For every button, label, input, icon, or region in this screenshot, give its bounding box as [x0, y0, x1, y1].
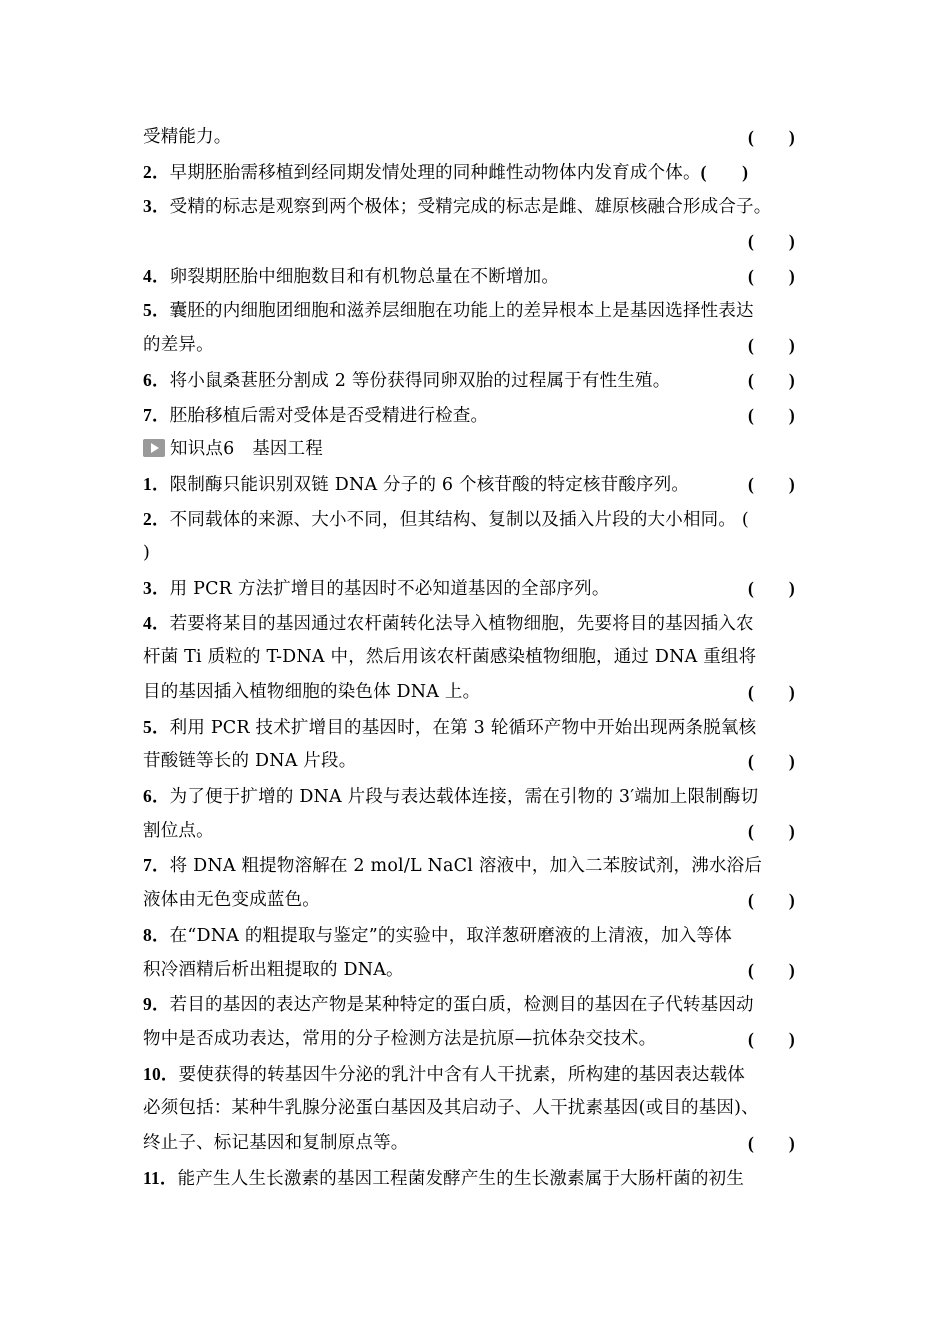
answer-blank[interactable]: ( )	[748, 473, 795, 494]
answer-blank[interactable]: ( )	[748, 231, 795, 252]
item-text: 若要将某目的基因通过农杆菌转化法导入植物细胞，先要将目的基因插入农	[169, 613, 754, 634]
item-text: 利用 PCR 技术扩增目的基因时，在第 3 轮循环产物中开始出现两条脱氧核	[169, 717, 757, 738]
item-text: 必须包括：某种牛乳腺分泌蛋白基因及其启动子、人干扰素基因(或目的基因)、	[143, 1098, 759, 1119]
answer-blank[interactable]: ( )	[748, 335, 795, 356]
section-heading	[143, 432, 823, 467]
top_items-item-line	[143, 224, 823, 259]
gene_items-item-line	[143, 814, 823, 849]
answer-blank[interactable]: ( )	[748, 127, 795, 147]
item-text: 受精能力。	[143, 127, 232, 147]
top_items-item-line	[143, 120, 823, 155]
answer-blank[interactable]: ( )	[748, 265, 795, 286]
gene_items-item-line	[143, 1126, 823, 1161]
item-text: 将小鼠桑葚胚分割成 2 等份获得同卵双胎的过程属于有性生殖。	[169, 370, 671, 391]
item-number: 3．	[143, 577, 170, 598]
item-number: 2．	[143, 161, 170, 182]
gene_items-item-line	[143, 606, 823, 641]
gene_items-item-line	[143, 1161, 823, 1196]
gene_items-item-line	[143, 953, 823, 988]
item-text: 液体由无色变成蓝色。	[143, 890, 320, 911]
gene_items-item-line	[143, 1057, 823, 1092]
item-number: 10．	[143, 1063, 179, 1084]
item-text: 物中是否成功表达，常用的分子检测方法是抗原—抗体杂交技术。	[143, 1028, 657, 1049]
item-text: 终止子、标记基因和复制原点等。	[143, 1132, 409, 1153]
answer-blank[interactable]: ( )	[748, 959, 795, 980]
top_items-item-line	[143, 259, 823, 294]
item-number: 5．	[143, 300, 170, 321]
gene_items-item-line	[143, 1022, 823, 1057]
gene_items-item-line	[143, 848, 823, 883]
gene_items-item-line	[143, 640, 823, 675]
item-text: 割位点。	[143, 820, 214, 841]
answer-blank[interactable]: ( )	[748, 577, 795, 598]
play-icon	[143, 439, 165, 457]
answer-blank[interactable]: ( )	[748, 682, 795, 702]
item-text: 将 DNA 粗提物溶解在 2 mol/L NaCl 溶液中，加入二苯胺试剂，沸水浴后	[169, 856, 763, 877]
top_items-item-line	[143, 328, 823, 363]
item-number: 3．	[143, 196, 170, 217]
item-number: 2．	[143, 508, 170, 529]
item-number: 6．	[143, 369, 170, 390]
item-number: 8．	[143, 924, 170, 945]
gene_items-item-line	[143, 675, 823, 710]
document-page	[143, 120, 823, 1195]
item-text: 若目的基因的表达产物是某种特定的蛋白质，检测目的基因在子代转基因动	[169, 995, 754, 1016]
item-text: 目的基因插入植物细胞的染色体 DNA 上。	[143, 682, 481, 702]
item-number: 7．	[143, 855, 170, 876]
top_items-item-line	[143, 363, 823, 398]
top_items-item-line	[143, 189, 823, 224]
gene_items-item-line	[143, 502, 823, 537]
item-text: 能产生人生长激素的基因工程菌发酵产生的生长激素属于大肠杆菌的初生	[177, 1168, 745, 1189]
gene_items-item-line	[143, 1091, 823, 1126]
answer-blank[interactable]: ( )	[748, 1132, 795, 1153]
gene_items-item-line	[143, 918, 823, 953]
item-text: 积冷酒精后析出粗提取的 DNA。	[143, 959, 404, 980]
top_items-item-line	[143, 155, 823, 190]
item-text: 受精的标志是观察到两个极体；受精完成的标志是雌、雄原核融合形成合子。	[169, 197, 772, 218]
answer-blank[interactable]: ( )	[748, 751, 795, 772]
item-text: 囊胚的内细胞团细胞和滋养层细胞在功能上的差异根本上是基因选择性表达	[169, 301, 754, 322]
item-number: 9．	[143, 994, 170, 1015]
answer-blank[interactable]: ( )	[748, 820, 795, 841]
gene_items-item-line	[143, 744, 823, 779]
item-text: 杆菌 Ti 质粒的 T-DNA 中，然后用该农杆菌感染植物细胞，通过 DNA 重组将	[143, 647, 757, 668]
answer-blank[interactable]: ( )	[748, 890, 795, 911]
item-text: 卵裂期胚胎中细胞数目和有机物总量在不断增加。	[169, 266, 560, 287]
item-text: 为了便于扩增的 DNA 片段与表达载体连接，需在引物的 3′端加上限制酶切	[169, 787, 759, 808]
item-number: 5．	[143, 716, 170, 737]
gene_items-item-line	[143, 987, 823, 1022]
answer-blank[interactable]: ( )	[700, 161, 749, 182]
gene_items-item-line	[143, 710, 823, 745]
item-text: )	[143, 543, 151, 564]
item-text: 在“DNA 的粗提取与鉴定”的实验中，取洋葱研磨液的上清液，加入等体	[169, 925, 732, 946]
item-text: 用 PCR 方法扩增目的基因时不必知道基因的全部序列。	[169, 578, 610, 599]
gene_items-item-line	[143, 883, 823, 918]
item-number: 7．	[143, 404, 170, 425]
item-text: 限制酶只能识别双链 DNA 分子的 6 个核苷酸的特定核苷酸序列。	[169, 474, 690, 495]
answer-blank[interactable]: ( )	[748, 404, 795, 425]
item-number: 4．	[143, 265, 170, 286]
gene_items-item-line	[143, 779, 823, 814]
item-number: 6．	[143, 786, 170, 807]
answer-blank[interactable]: ( )	[748, 369, 795, 390]
gene_items-item-line	[143, 536, 823, 571]
section-title: 知识点6 基因工程	[170, 439, 323, 460]
item-text: 胚胎移植后需对受体是否受精进行检查。	[169, 405, 489, 426]
top_items-item-line	[143, 293, 823, 328]
answer-blank[interactable]: ( )	[748, 1028, 795, 1049]
gene_items-item-line	[143, 571, 823, 606]
item-text: 要使获得的转基因牛分泌的乳汁中含有人干扰素，所构建的基因表达载体	[178, 1064, 746, 1085]
gene_items-item-line	[143, 467, 823, 502]
item-text: 早期胚胎需移植到经同期发情处理的同种雌性动物体内发育成个体。	[169, 162, 701, 183]
item-text: 的差异。	[143, 335, 214, 356]
top_items-item-line	[143, 398, 823, 433]
item-text: 不同载体的来源、大小不同，但其结构、复制以及插入片段的大小相同。 (	[169, 509, 749, 530]
item-number: 11．	[143, 1167, 178, 1188]
item-text: 苷酸链等长的 DNA 片段。	[143, 751, 357, 772]
item-number: 4．	[143, 612, 170, 633]
item-number: 1．	[143, 473, 170, 494]
